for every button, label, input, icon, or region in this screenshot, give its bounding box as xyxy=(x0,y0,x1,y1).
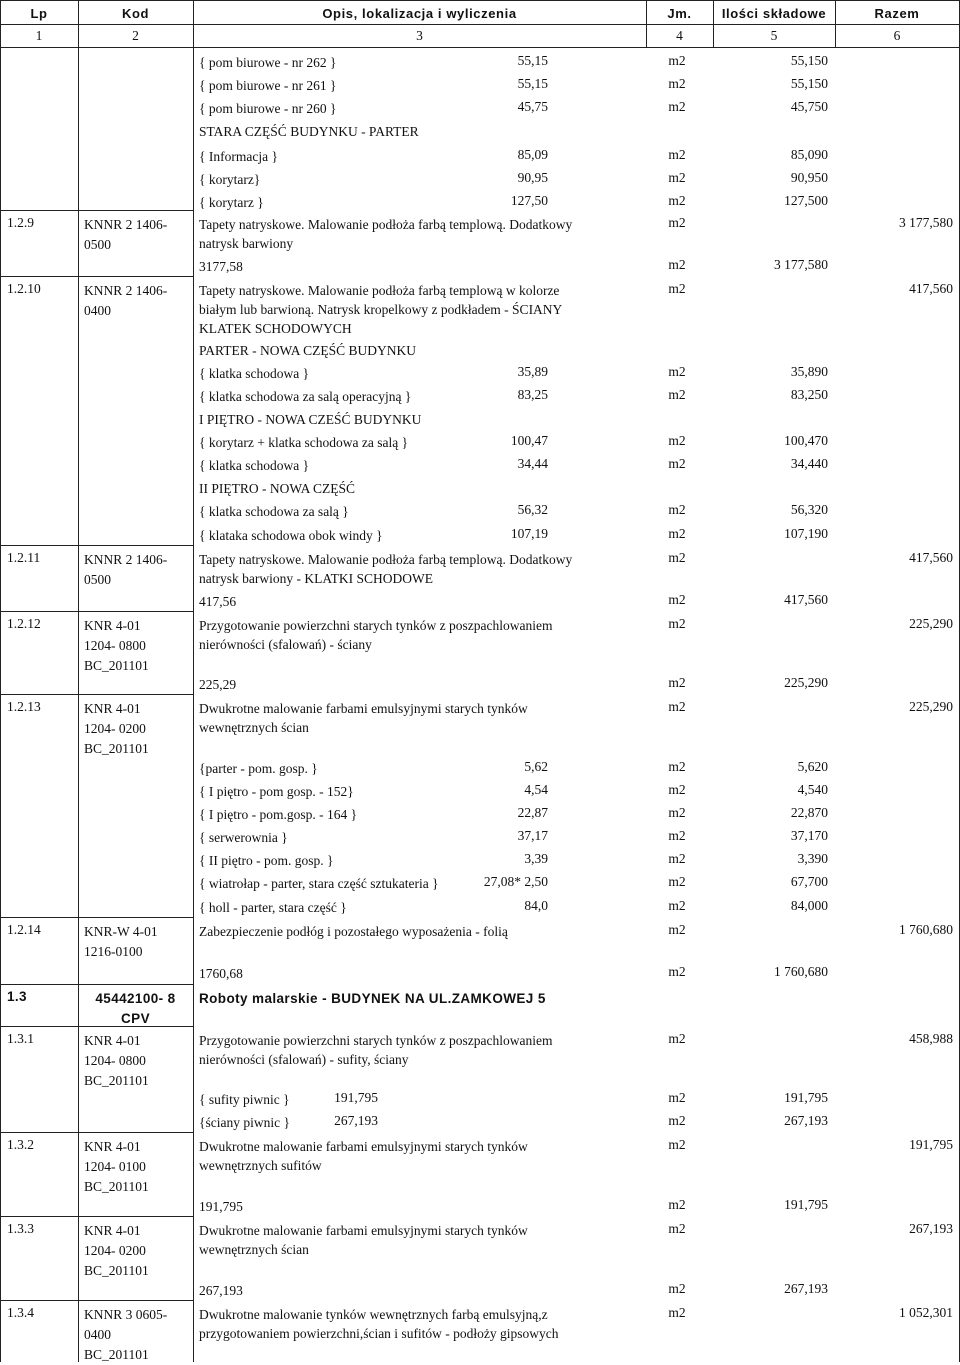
item-quantity: 127,500 xyxy=(784,193,828,208)
measurement-value: 85,09 xyxy=(517,147,548,162)
item-unit: m2 xyxy=(668,1221,686,1236)
measurement-description: { korytarz + klatka schodowa za salą } xyxy=(199,435,409,450)
measurement-value: 55,15 xyxy=(517,76,548,91)
item-unit: m2 xyxy=(668,257,686,272)
measurement-value: 22,87 xyxy=(517,805,548,820)
item-separator xyxy=(0,545,193,546)
item-separator xyxy=(0,210,193,211)
measurement-value: 107,19 xyxy=(510,526,548,541)
item-total: 417,560 xyxy=(909,281,953,296)
measurement-description: { sufity piwnic } xyxy=(199,1092,290,1107)
measurement-value: 4,54 xyxy=(524,782,548,797)
header-ilosci: Ilości składowe xyxy=(721,6,827,21)
item-kod: 0400 xyxy=(84,303,111,318)
item-unit: m2 xyxy=(668,782,686,797)
item-description: Tapety natryskowe. Malowanie podłoża farbą templową. Dodatkowy xyxy=(199,217,573,232)
item-quantity: 191,795 xyxy=(784,1197,828,1212)
item-total: 417,560 xyxy=(909,550,953,565)
item-total: 458,988 xyxy=(909,1031,953,1046)
item-kod: KNR 4-01 xyxy=(84,618,141,633)
item-unit: m2 xyxy=(668,387,686,402)
item-description: wewnętrznych sufitów xyxy=(199,1158,322,1173)
item-total: 191,795 xyxy=(909,1137,953,1152)
column-border xyxy=(193,0,194,1362)
measurement-value: 127,50 xyxy=(510,193,548,208)
measurement-description: { wiatrołap - parter, stara część sztukateria } xyxy=(199,876,439,891)
item-quantity: 67,700 xyxy=(790,874,828,889)
measurement-description: { pom biurowe - nr 260 } xyxy=(199,101,337,116)
item-description: nierówności (sfalowań) - ściany xyxy=(199,637,372,652)
item-quantity: 1 760,680 xyxy=(774,964,828,979)
measurement-value: 3,39 xyxy=(524,851,548,866)
item-kod: BC_201101 xyxy=(84,1347,149,1362)
item-kod: 0500 xyxy=(84,572,111,587)
item-unit: m2 xyxy=(668,898,686,913)
item-description: Przygotowanie powierzchni starych tynków z poszpachlowaniem xyxy=(199,618,553,633)
measurement-value: 37,17 xyxy=(517,828,548,843)
col-number: 6 xyxy=(893,28,901,43)
sum-value: 1760,68 xyxy=(199,966,243,981)
item-quantity: 3 177,580 xyxy=(774,257,828,272)
item-unit: m2 xyxy=(668,699,686,714)
item-quantity: 267,193 xyxy=(784,1281,828,1296)
col-number: 4 xyxy=(676,28,683,43)
item-lp: 1.3.4 xyxy=(7,1305,34,1320)
item-unit: m2 xyxy=(668,193,686,208)
col-number: 2 xyxy=(132,28,139,43)
item-kod: 1204- 0200 xyxy=(84,721,146,736)
item-description: przygotowaniem powierzchni,ścian i sufitów - podłoży gipsowych xyxy=(199,1326,559,1341)
header-border-top xyxy=(0,0,960,1)
item-lp: 1.2.12 xyxy=(7,616,41,631)
item-kod: CPV xyxy=(121,1011,150,1026)
item-unit: m2 xyxy=(668,1113,686,1128)
item-description: Tapety natryskowe. Malowanie podłoża farbą templową w kolorze xyxy=(199,283,560,298)
item-quantity: 100,470 xyxy=(784,433,828,448)
measurement-description: {ściany piwnic } xyxy=(199,1115,290,1130)
item-total: 267,193 xyxy=(909,1221,953,1236)
item-kod: BC_201101 xyxy=(84,1263,149,1278)
item-total: 1 052,301 xyxy=(899,1305,953,1320)
item-description: Dwukrotne malowanie farbami emulsyjnymi starych tynków xyxy=(199,1223,528,1238)
item-description: Tapety natryskowe. Malowanie podłoża farbą templową. Dodatkowy xyxy=(199,552,573,567)
col-number: 5 xyxy=(770,28,778,43)
item-kod: KNNR 2 1406- xyxy=(84,552,168,567)
measurement-description: STARA CZĘŚĆ BUDYNKU - PARTER xyxy=(199,124,419,139)
item-unit: m2 xyxy=(668,502,686,517)
header-razem: Razem xyxy=(874,6,920,21)
item-kod: KNR 4-01 xyxy=(84,1033,141,1048)
item-lp: 1.2.9 xyxy=(7,215,34,230)
item-quantity: 4,540 xyxy=(797,782,828,797)
item-unit: m2 xyxy=(668,759,686,774)
measurement-value: 191,795 xyxy=(334,1090,378,1105)
item-lp: 1.2.11 xyxy=(7,550,41,565)
measurement-description: { I piętro - pom gosp. - 152} xyxy=(199,784,354,799)
measurement-value: 56,32 xyxy=(517,502,548,517)
item-total: 225,290 xyxy=(909,699,953,714)
item-unit: m2 xyxy=(668,964,686,979)
item-unit: m2 xyxy=(668,851,686,866)
section-title: Roboty malarskie - BUDYNEK NA UL.ZAMKOWEJ 5 xyxy=(199,991,546,1006)
measurement-description: { klatka schodowa } xyxy=(199,458,310,473)
item-description: Dwukrotne malowanie farbami emulsyjnymi starych tynków xyxy=(199,1139,528,1154)
measurement-value: 27,08* 2,50 xyxy=(483,874,548,889)
item-description: wewnętrznych ścian xyxy=(199,720,309,735)
item-description: Dwukrotne malowanie farbami emulsyjnymi starych tynków xyxy=(199,701,528,716)
measurement-description: II PIĘTRO - NOWA CZĘŚĆ xyxy=(199,481,355,496)
item-kod: 45442100- 8 xyxy=(95,991,176,1006)
measurement-description: { pom biurowe - nr 262 } xyxy=(199,55,337,70)
measurement-value: 45,75 xyxy=(517,99,548,114)
item-quantity: 45,750 xyxy=(790,99,828,114)
item-kod: KNR 4-01 xyxy=(84,1223,141,1238)
item-quantity: 55,150 xyxy=(790,76,828,91)
item-quantity: 417,560 xyxy=(784,592,828,607)
item-kod: 0400 xyxy=(84,1327,111,1342)
item-total: 3 177,580 xyxy=(899,215,953,230)
measurement-value: 100,47 xyxy=(510,433,548,448)
item-quantity: 90,950 xyxy=(790,170,828,185)
item-separator xyxy=(0,984,193,985)
measurement-description: { klatka schodowa za salą operacyjną } xyxy=(199,389,412,404)
measurement-description: { pom biurowe - nr 261 } xyxy=(199,78,337,93)
item-description: wewnętrznych ścian xyxy=(199,1242,309,1257)
item-unit: m2 xyxy=(668,874,686,889)
measurement-description: { klatka schodowa za salą } xyxy=(199,504,349,519)
item-description: Zabezpieczenie podłóg i pozostałego wyposażenia - folią xyxy=(199,924,508,939)
item-quantity: 5,620 xyxy=(797,759,828,774)
item-unit: m2 xyxy=(668,147,686,162)
item-kod: 0500 xyxy=(84,237,111,252)
item-kod: KNR-W 4-01 xyxy=(84,924,158,939)
item-unit: m2 xyxy=(668,922,686,937)
sum-value: 3177,58 xyxy=(199,259,243,274)
measurement-description: { holl - parter, stara część } xyxy=(199,900,347,915)
item-total: 1 760,680 xyxy=(899,922,953,937)
item-kod: BC_201101 xyxy=(84,1179,149,1194)
item-kod: BC_201101 xyxy=(84,658,149,673)
item-unit: m2 xyxy=(668,1031,686,1046)
item-unit: m2 xyxy=(668,805,686,820)
column-border xyxy=(0,0,1,1362)
item-lp: 1.3 xyxy=(7,989,27,1004)
header-opis: Opis, lokalizacja i wyliczenia xyxy=(322,6,517,21)
measurement-value: 83,25 xyxy=(517,387,548,402)
item-unit: m2 xyxy=(668,550,686,565)
item-unit: m2 xyxy=(668,215,686,230)
item-unit: m2 xyxy=(668,170,686,185)
item-quantity: 85,090 xyxy=(790,147,828,162)
item-separator xyxy=(0,1026,193,1027)
measurement-value: 55,15 xyxy=(517,53,548,68)
measurement-description: PARTER - NOWA CZĘŚĆ BUDYNKU xyxy=(199,343,416,358)
item-description: Dwukrotne malowanie tynków wewnętrznych farbą emulsyjną,z xyxy=(199,1307,548,1322)
item-separator xyxy=(0,276,193,277)
col-number: 3 xyxy=(416,28,423,43)
item-separator xyxy=(0,1300,193,1301)
item-quantity: 84,000 xyxy=(790,898,828,913)
measurement-value: 34,44 xyxy=(517,456,548,471)
item-quantity: 83,250 xyxy=(790,387,828,402)
item-unit: m2 xyxy=(668,99,686,114)
header-border-mid xyxy=(0,24,960,25)
item-kod: 1204- 0800 xyxy=(84,638,146,653)
item-quantity: 56,320 xyxy=(790,502,828,517)
item-description: natrysk barwiony xyxy=(199,236,294,251)
column-border xyxy=(78,0,79,1362)
item-description: KLATEK SCHODOWYCH xyxy=(199,321,352,336)
measurement-description: { serwerownia } xyxy=(199,830,288,845)
item-separator xyxy=(0,694,193,695)
sum-value: 225,29 xyxy=(199,677,237,692)
item-lp: 1.3.1 xyxy=(7,1031,34,1046)
item-kod: KNNR 3 0605- xyxy=(84,1307,168,1322)
measurement-description: { Informacja } xyxy=(199,149,278,164)
sum-value: 417,56 xyxy=(199,594,237,609)
item-quantity: 107,190 xyxy=(784,526,828,541)
item-lp: 1.2.14 xyxy=(7,922,41,937)
header-jm: Jm. xyxy=(667,6,692,21)
measurement-description: { II piętro - pom. gosp. } xyxy=(199,853,334,868)
item-unit: m2 xyxy=(668,53,686,68)
item-quantity: 37,170 xyxy=(790,828,828,843)
item-kod: 1204- 0200 xyxy=(84,1243,146,1258)
measurement-value: 5,62 xyxy=(524,759,548,774)
item-separator xyxy=(0,1216,193,1217)
measurement-value: 84,0 xyxy=(524,898,548,913)
item-description: natrysk barwiony - KLATKI SCHODOWE xyxy=(199,571,433,586)
item-kod: KNNR 2 1406- xyxy=(84,283,168,298)
measurement-description: { korytarz} xyxy=(199,172,261,187)
item-description: białym lub barwioną. Natrysk kropelkowy z podkładem - ŚCIANY xyxy=(199,302,563,317)
measurement-description: I PIĘTRO - NOWA CZEŚĆ BUDYNKU xyxy=(199,412,422,427)
item-lp: 1.2.10 xyxy=(7,281,41,296)
item-kod: 1204- 0100 xyxy=(84,1159,146,1174)
item-total: 225,290 xyxy=(909,616,953,631)
sum-value: 267,193 xyxy=(199,1283,243,1298)
item-separator xyxy=(0,917,193,918)
item-unit: m2 xyxy=(668,1305,686,1320)
item-unit: m2 xyxy=(668,1281,686,1296)
item-unit: m2 xyxy=(668,456,686,471)
item-unit: m2 xyxy=(668,281,686,296)
item-unit: m2 xyxy=(668,616,686,631)
measurement-value: 90,95 xyxy=(517,170,548,185)
item-unit: m2 xyxy=(668,433,686,448)
header-border-bottom xyxy=(0,47,960,48)
header-kod: Kod xyxy=(121,6,150,21)
measurement-value: 267,193 xyxy=(334,1113,378,1128)
item-kod: KNR 4-01 xyxy=(84,701,141,716)
item-separator xyxy=(0,611,193,612)
item-kod: BC_201101 xyxy=(84,1073,149,1088)
item-kod: KNNR 2 1406- xyxy=(84,217,168,232)
item-quantity: 34,440 xyxy=(790,456,828,471)
item-lp: 1.2.13 xyxy=(7,699,41,714)
item-quantity: 225,290 xyxy=(784,675,828,690)
sum-value: 191,795 xyxy=(199,1199,243,1214)
item-kod: KNR 4-01 xyxy=(84,1139,141,1154)
measurement-description: { klatka schodowa } xyxy=(199,366,310,381)
item-unit: m2 xyxy=(668,1090,686,1105)
measurement-description: { I piętro - pom.gosp. - 164 } xyxy=(199,807,358,822)
item-kod: 1204- 0800 xyxy=(84,1053,146,1068)
col-number: 1 xyxy=(35,28,43,43)
item-quantity: 55,150 xyxy=(790,53,828,68)
item-unit: m2 xyxy=(668,364,686,379)
item-quantity: 267,193 xyxy=(784,1113,828,1128)
item-unit: m2 xyxy=(668,1197,686,1212)
item-unit: m2 xyxy=(668,1137,686,1152)
item-description: Przygotowanie powierzchni starych tynków z poszpachlowaniem xyxy=(199,1033,553,1048)
item-quantity: 35,890 xyxy=(790,364,828,379)
item-quantity: 191,795 xyxy=(784,1090,828,1105)
measurement-description: { klataka schodowa obok windy } xyxy=(199,528,383,543)
item-unit: m2 xyxy=(668,592,686,607)
item-lp: 1.3.3 xyxy=(7,1221,34,1236)
item-description: nierówności (sfalowań) - sufity, ściany xyxy=(199,1052,409,1067)
item-quantity: 22,870 xyxy=(790,805,828,820)
item-kod: 1216-0100 xyxy=(84,944,143,959)
item-kod: BC_201101 xyxy=(84,741,149,756)
item-unit: m2 xyxy=(668,828,686,843)
item-lp: 1.3.2 xyxy=(7,1137,34,1152)
item-separator xyxy=(0,1132,193,1133)
measurement-description: { korytarz } xyxy=(199,195,264,210)
item-unit: m2 xyxy=(668,526,686,541)
item-unit: m2 xyxy=(668,675,686,690)
header-lp: Lp xyxy=(30,6,48,21)
item-quantity: 3,390 xyxy=(797,851,828,866)
measurement-description: {parter - pom. gosp. } xyxy=(199,761,318,776)
measurement-value: 35,89 xyxy=(517,364,548,379)
item-unit: m2 xyxy=(668,76,686,91)
